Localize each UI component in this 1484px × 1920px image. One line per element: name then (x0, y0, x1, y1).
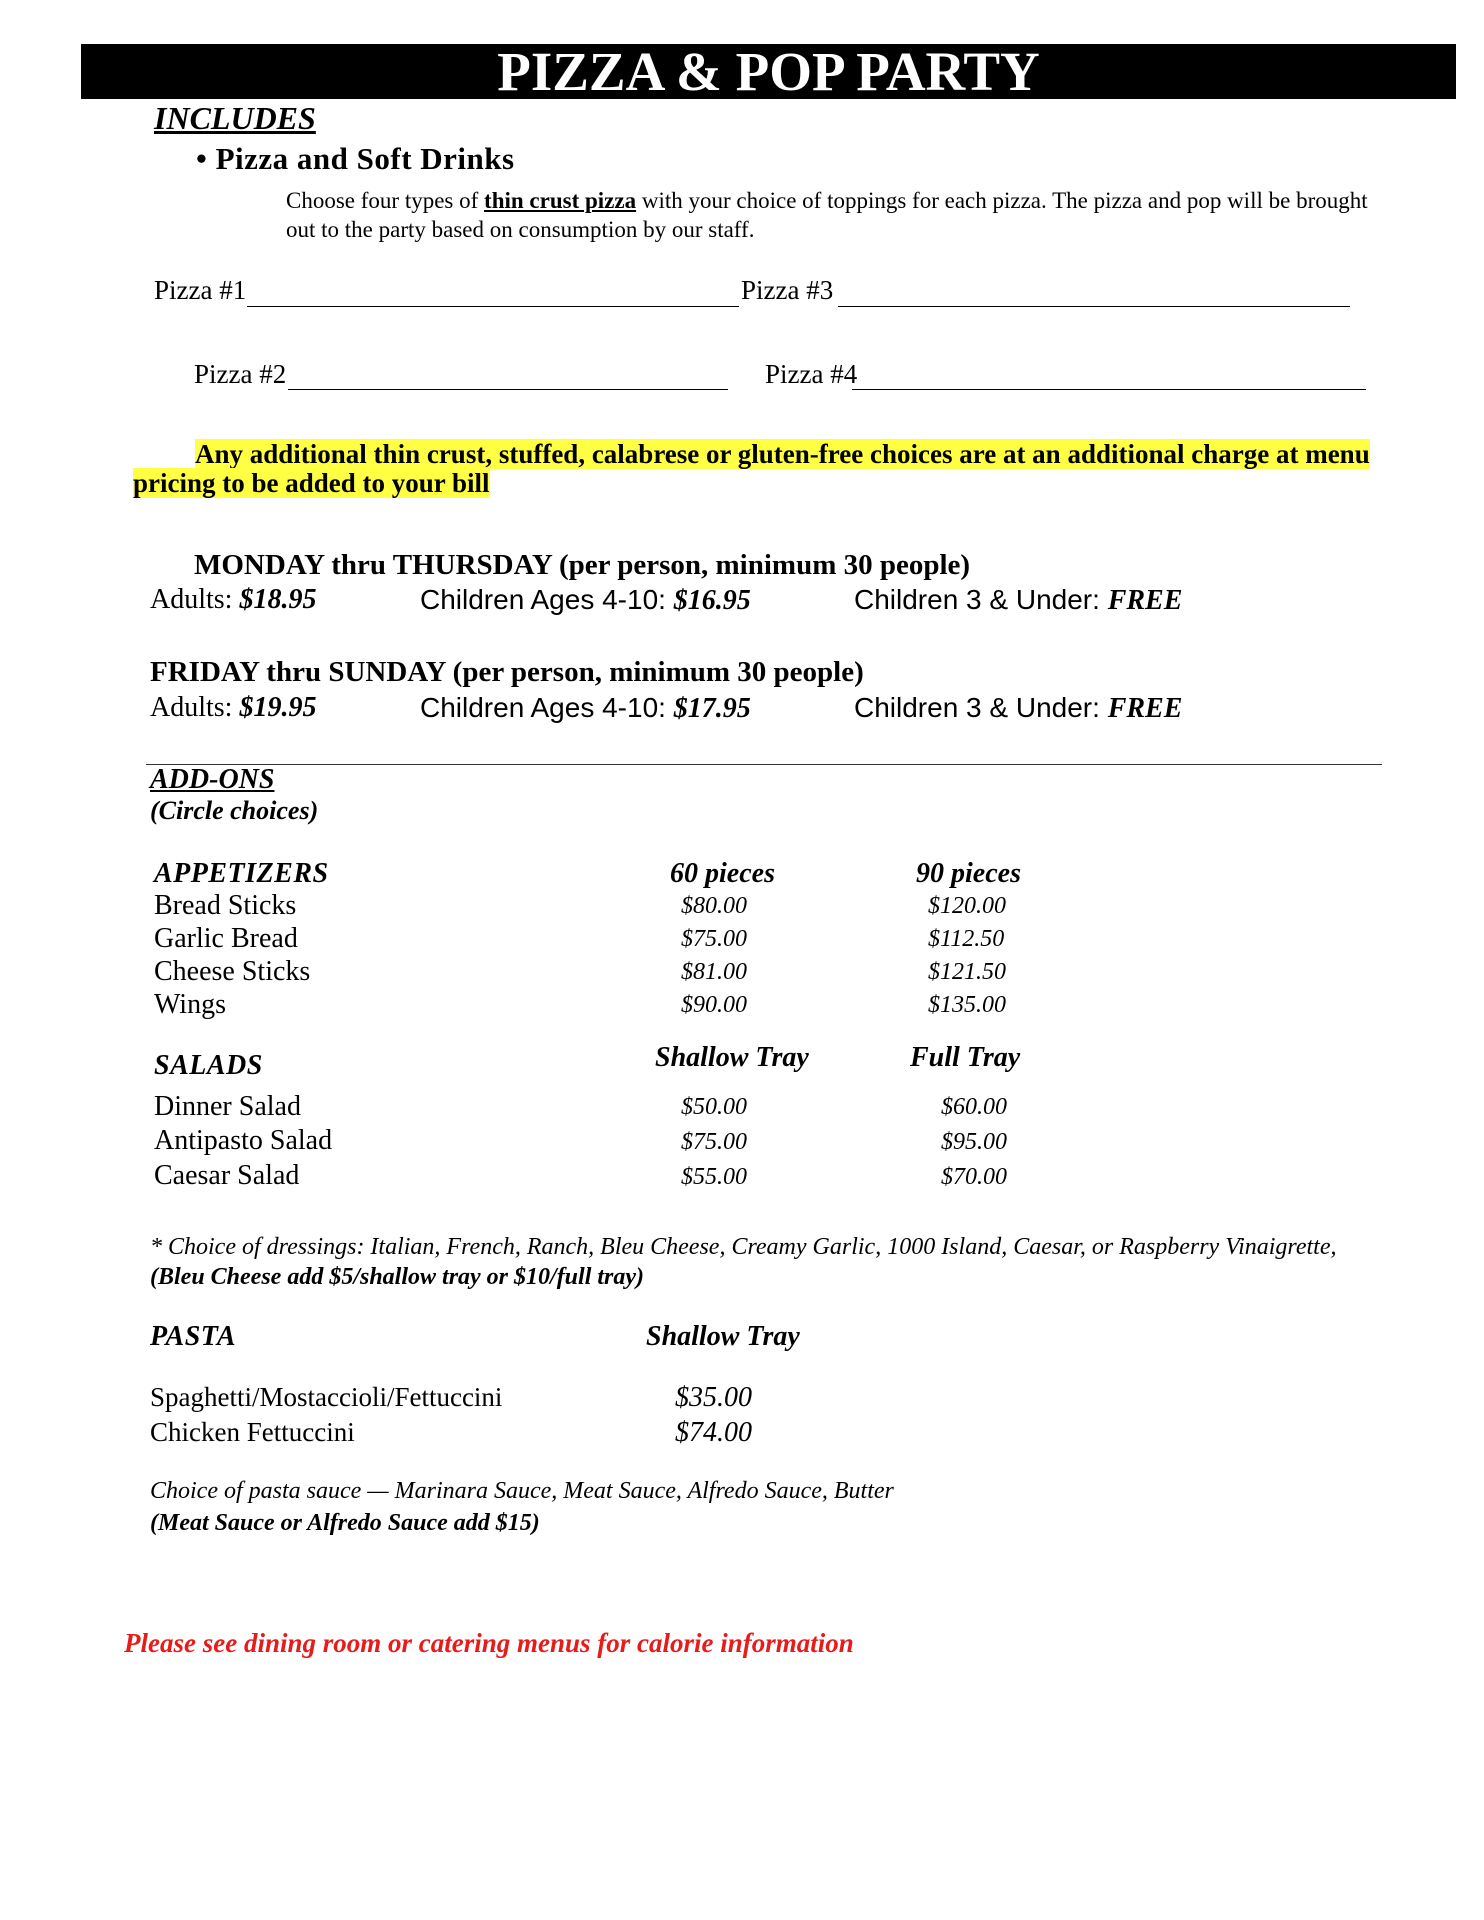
pasta-col-shallow: Shallow Tray (646, 1321, 800, 1352)
pizza-3-field[interactable] (838, 306, 1350, 307)
includes-bullet: • Pizza and Soft Drinks (196, 141, 515, 176)
pasta-sauce-surcharge: (Meat Sauce or Alfredo Sauce add $15) (150, 1510, 540, 1536)
section-divider (146, 764, 1382, 765)
weekend-adults-price: $19.95 (239, 692, 317, 723)
weekend-children-price: $17.95 (673, 693, 751, 724)
pizza-1-field[interactable] (247, 306, 739, 307)
salad-item[interactable]: Antipasto Salad (154, 1125, 333, 1156)
weekday-children-price: $16.95 (673, 585, 751, 616)
weekend-under (854, 692, 1182, 725)
salad-price-shallow[interactable]: $55.00 (681, 1164, 747, 1190)
appetizer-price-90[interactable]: $135.00 (928, 992, 1006, 1018)
dressings-text: * Choice of dressings: Italian, French, Ranch, Bleu Cheese, Creamy Garlic, 1000 Island, Caesar, or Raspberry Vinaigrette, (150, 1234, 1337, 1260)
pasta-price[interactable]: $35.00 (675, 1382, 752, 1413)
pasta-sauce-note (150, 1475, 894, 1539)
pizza-4-field[interactable] (852, 389, 1366, 390)
pizza-1-label: Pizza #1 (154, 275, 247, 305)
pasta-price[interactable]: $74.00 (675, 1417, 752, 1448)
salad-price-shallow[interactable]: $75.00 (681, 1129, 747, 1155)
salads-col-full: Full Tray (910, 1042, 1021, 1073)
weekday-children-label: Children Ages 4-10: (420, 584, 674, 615)
weekend-under-label: Children 3 & Under: (854, 692, 1108, 723)
pizza-2-label: Pizza #2 (194, 359, 287, 389)
appetizer-price-60[interactable]: $81.00 (681, 959, 747, 985)
salad-price-shallow[interactable]: $50.00 (681, 1094, 747, 1120)
appetizer-item[interactable]: Cheese Sticks (154, 956, 311, 987)
appetizer-item[interactable]: Bread Sticks (154, 890, 297, 921)
weekend-adults-label: Adults: (150, 692, 240, 723)
appetizer-price-90[interactable]: $112.50 (928, 926, 1005, 952)
dressings-note (150, 1232, 1380, 1292)
addons-heading: ADD-ONS (150, 764, 275, 795)
includes-description (286, 186, 1386, 244)
appetizer-price-60[interactable]: $90.00 (681, 992, 747, 1018)
weekday-under-label: Children 3 & Under: (854, 584, 1108, 615)
pizza-3-label: Pizza #3 (741, 275, 834, 305)
pizza-4-label: Pizza #4 (765, 359, 858, 389)
appetizer-price-90[interactable]: $121.50 (928, 959, 1006, 985)
salad-price-full[interactable]: $95.00 (941, 1129, 1007, 1155)
notice-text: Any additional thin crust, stuffed, calabrese or gluten-free choices are at an additional charge at menu pricing to be added to your bill (133, 439, 1370, 498)
desc-underlined: thin crust pizza (484, 188, 637, 213)
weekend-adults (150, 692, 316, 724)
appetizer-price-60[interactable]: $80.00 (681, 893, 747, 919)
weekday-children (420, 584, 751, 617)
weekend-heading: FRIDAY thru SUNDAY (per person, minimum 30 people) (150, 656, 864, 688)
appetizer-item[interactable]: Wings (154, 989, 226, 1020)
calorie-note: Please see dining room or catering menus for calorie information (124, 1628, 854, 1658)
weekend-children-label: Children Ages 4-10: (420, 692, 674, 723)
salad-price-full[interactable]: $70.00 (941, 1164, 1007, 1190)
pasta-sauce-choices: Choice of pasta sauce — Marinara Sauce, Meat Sauce, Alfredo Sauce, Butter (150, 1478, 894, 1504)
weekday-adults-label: Adults: (150, 584, 240, 615)
appetizers-col-60: 60 pieces (670, 858, 775, 889)
appetizers-col-90: 90 pieces (916, 858, 1021, 889)
page-title: PIZZA & POP PARTY (81, 44, 1456, 99)
dressings-surcharge: (Bleu Cheese add $5/shallow tray or $10/full tray) (150, 1264, 645, 1290)
weekday-adults (150, 584, 316, 616)
pasta-item[interactable]: Chicken Fettuccini (150, 1417, 355, 1447)
weekday-adults-price: $18.95 (239, 584, 317, 615)
pasta-heading: PASTA (150, 1321, 237, 1352)
appetizer-price-60[interactable]: $75.00 (681, 926, 747, 952)
weekend-under-price: FREE (1107, 693, 1183, 724)
desc-after: with your choice of toppings for each pizza. The pizza and pop will be brought out to the party based on consumption by our staff. (286, 188, 1368, 242)
weekday-under (854, 584, 1182, 617)
additional-charge-notice (133, 440, 1373, 498)
salads-heading: SALADS (154, 1050, 263, 1081)
weekend-children (420, 692, 751, 725)
appetizers-heading: APPETIZERS (154, 858, 329, 889)
salad-item[interactable]: Dinner Salad (154, 1091, 301, 1122)
desc-before: Choose four types of (286, 188, 485, 213)
pizza-2-field[interactable] (288, 389, 728, 390)
appetizer-item[interactable]: Garlic Bread (154, 923, 298, 954)
includes-heading: INCLUDES (154, 100, 316, 136)
pasta-item[interactable]: Spaghetti/Mostaccioli/Fettuccini (150, 1382, 503, 1412)
appetizer-price-90[interactable]: $120.00 (928, 893, 1006, 919)
weekday-heading: MONDAY thru THURSDAY (per person, minimum 30 people) (194, 549, 971, 581)
addons-note: (Circle choices) (150, 796, 319, 825)
salads-col-shallow: Shallow Tray (655, 1042, 809, 1073)
salad-price-full[interactable]: $60.00 (941, 1094, 1007, 1120)
salad-item[interactable]: Caesar Salad (154, 1160, 300, 1191)
weekday-under-price: FREE (1107, 585, 1183, 616)
